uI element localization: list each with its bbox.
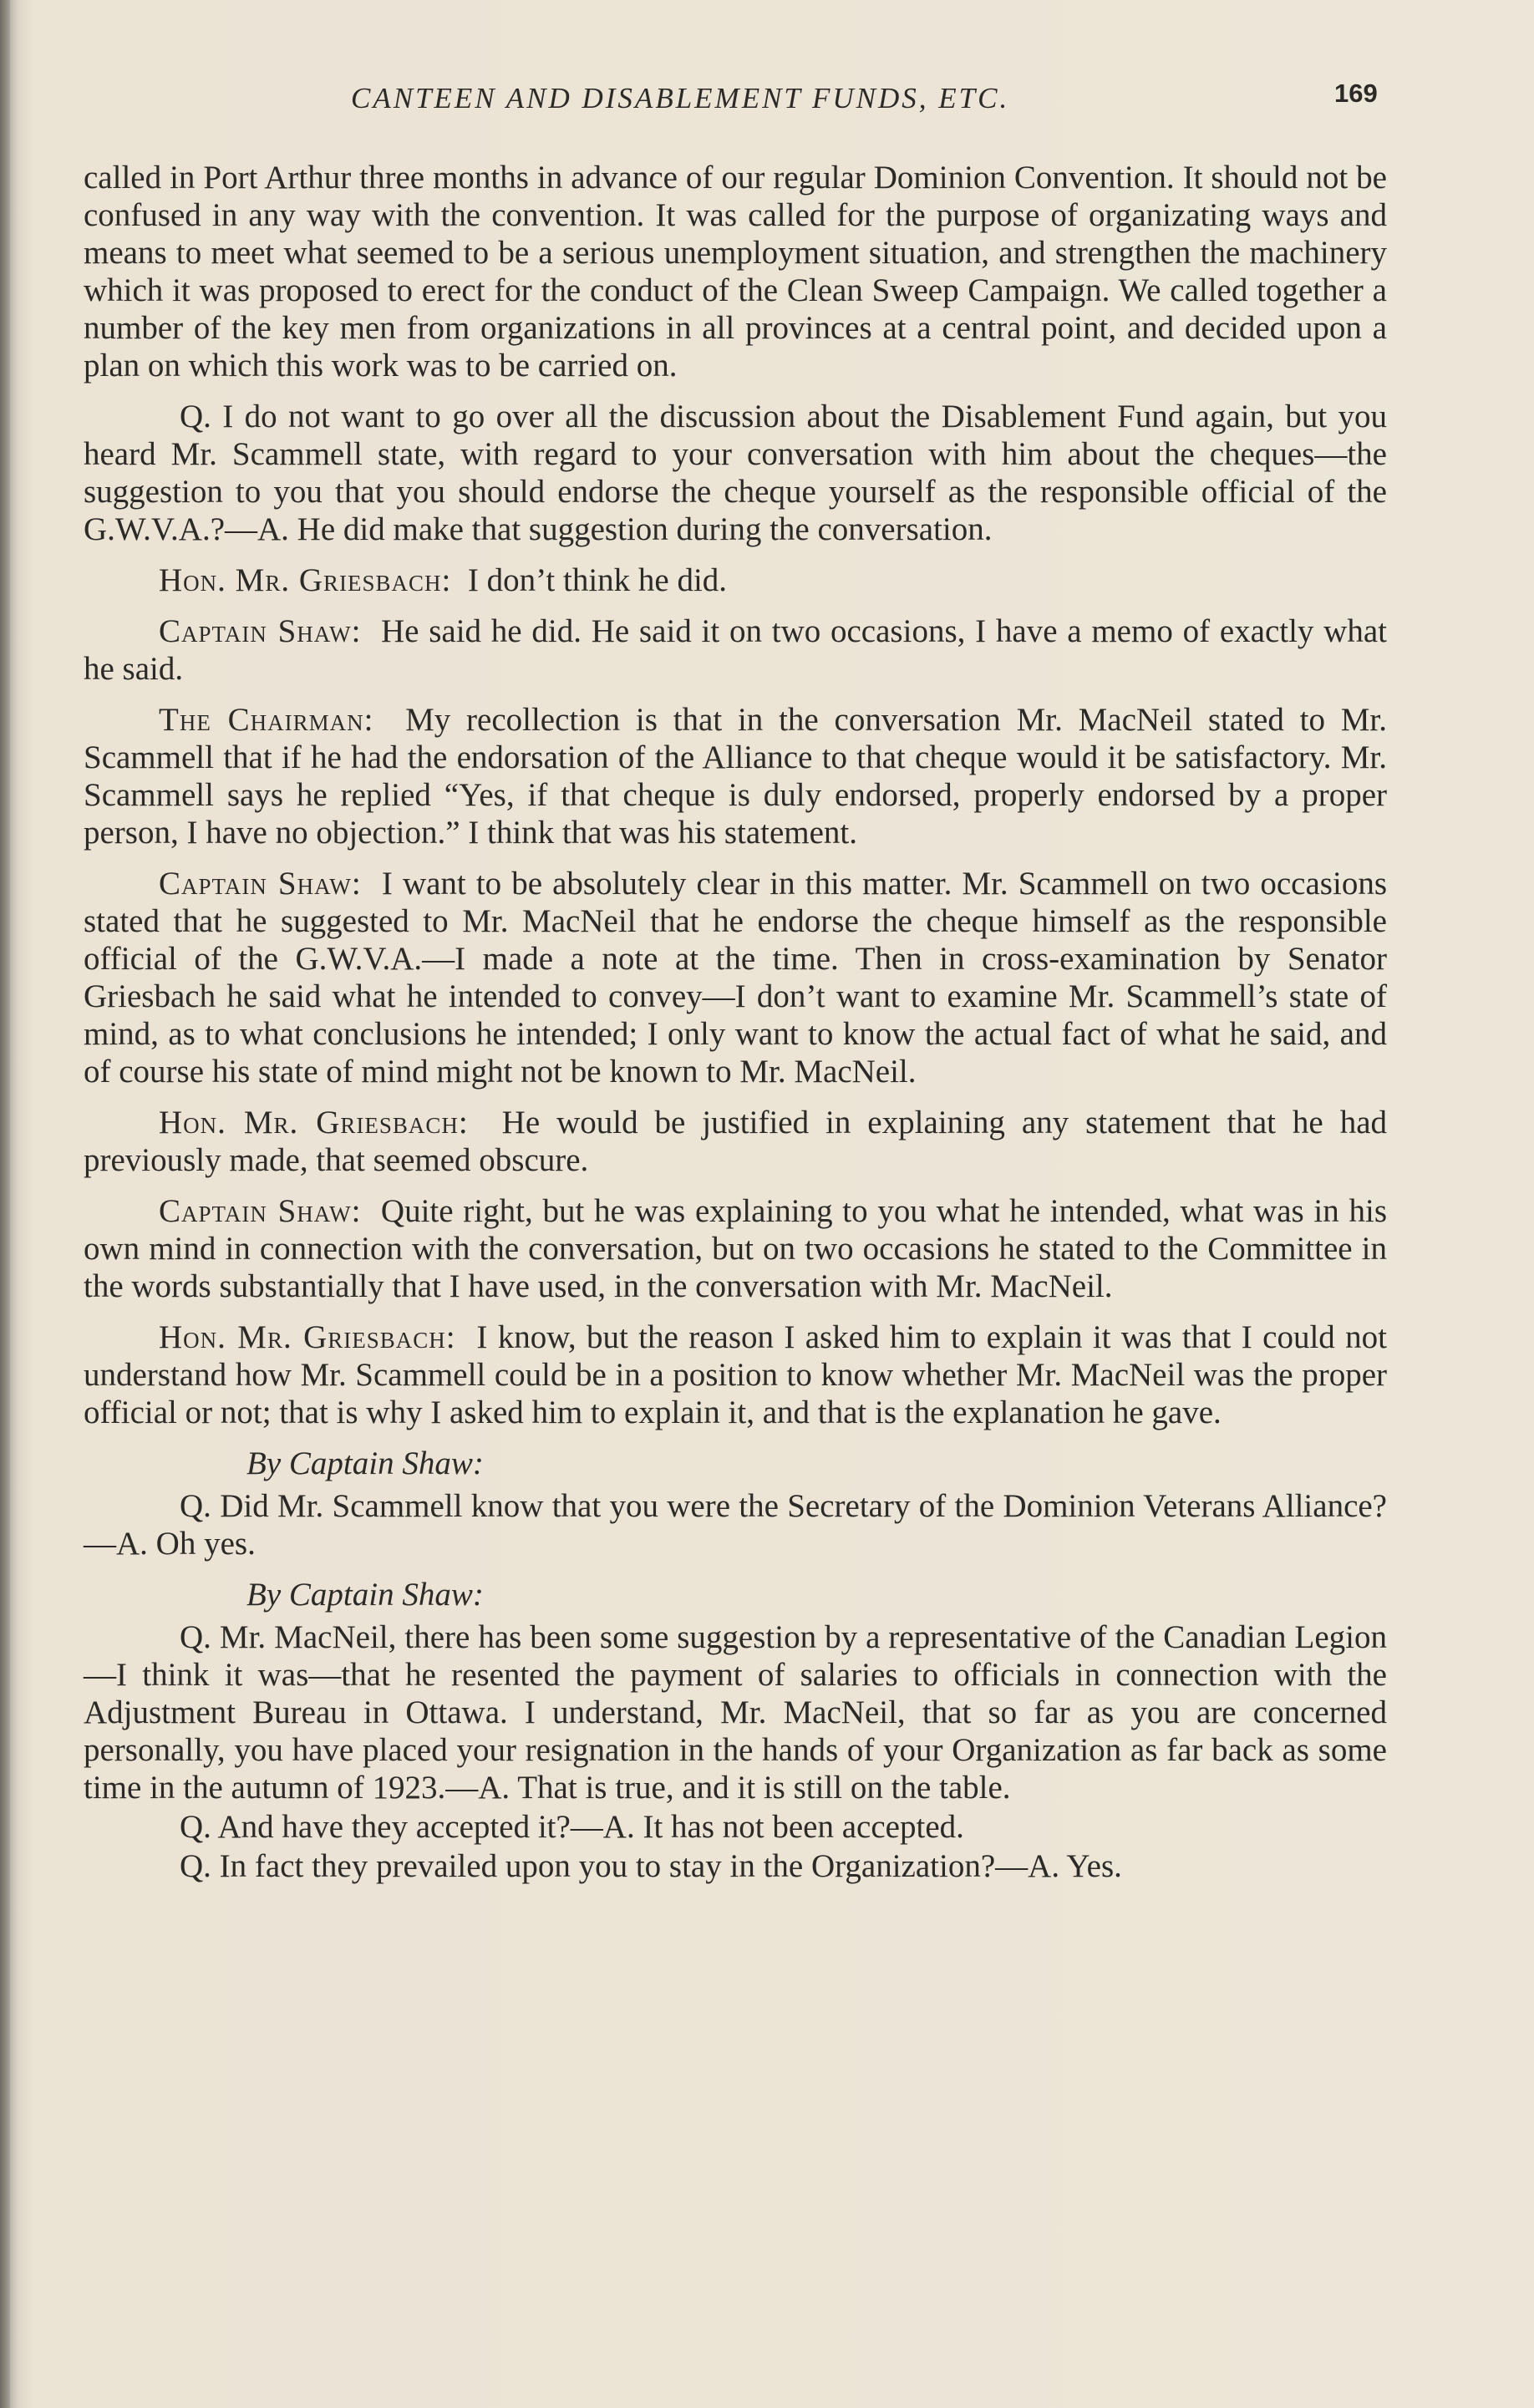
paragraph <box>84 159 1387 384</box>
paragraph-text: He said he did. He said it on two occasions, I have a memo of exactly what he said. <box>84 613 1387 687</box>
speaker-name: Captain Shaw: <box>159 866 362 902</box>
paragraph-text: called in Port Arthur three months in advance of our regular Dominion Convention. It should not be confused in any way with the convention. It was called for the purpose of organizating ways and means to meet what seemed to be a serious unemployment situation, and strengthen the machinery which it was proposed to erect for the conduct of the Clean Sweep Campaign. We called together a number of the key men from organizations in all provinces at a central point, and decided upon a plan on which this work was to be carried on. <box>84 160 1387 384</box>
paragraph <box>84 398 1387 548</box>
speaker-name: Captain Shaw: <box>159 1193 362 1229</box>
examiner-heading: By Captain Shaw: <box>246 1577 484 1613</box>
paragraph <box>84 701 1387 851</box>
paragraph <box>84 865 1387 1090</box>
examiner-heading: By Captain Shaw: <box>246 1445 484 1481</box>
paragraph <box>84 1192 1387 1305</box>
page-header <box>84 79 1387 124</box>
question-answer: Q. And have they accepted it?—A. It has not been accepted. <box>180 1809 964 1845</box>
speaker-name: Captain Shaw: <box>159 613 362 649</box>
paragraph-text: Quite right, but he was explaining to you what he intended, what was in his own mind in connection with the conversation, but on two occasions he stated to the Committee in the words substantially that I have used, in the conversation with Mr. MacNeil. <box>84 1193 1388 1304</box>
paragraph <box>84 1104 1387 1179</box>
paragraph <box>84 561 1387 599</box>
question-answer: Q. In fact they prevailed upon you to stay in the Organization?—A. Yes. <box>180 1848 1122 1884</box>
question-answer: Q. Did Mr. Scammell know that you were the Secretary of the Dominion Veterans Alliance?—A. Oh yes. <box>84 1488 1387 1562</box>
paragraph-text: Q. I do not want to go over all the discussion about the Disablement Fund again, but you heard Mr. Scammell state, with regard to your conversation with him about the cheques—the suggestion to you that you should endorse the cheque yourself as the responsible official of the G.W.V.A.?—A. He did make that suggestion during the conversation. <box>84 399 1387 547</box>
binding-edge <box>0 0 10 2408</box>
paragraph-text: My recollection is that in the conversation Mr. MacNeil stated to Mr. Scammell that if he had the endorsation of the Alliance to that cheque would it be satisfactory. Mr. Scammell says he replied “Yes, if that cheque is duly endorsed, properly endorsed by a proper person, I have no objection.” I think that was his statement. <box>84 702 1388 851</box>
speaker-name: Hon. Mr. Griesbach: <box>159 562 452 598</box>
page-number: 169 <box>1334 79 1378 108</box>
page-body <box>84 159 1387 1887</box>
running-title: CANTEEN AND DISABLEMENT FUNDS, ETC. <box>351 82 1010 114</box>
paragraph-text: He would be justified in explaining any statement that he had previously made, that seemed obscure. <box>84 1105 1387 1178</box>
paragraph-text: I want to be absolutely clear in this matter. Mr. Scammell on two occasions stated that he suggested to Mr. MacNeil that he endorse the cheque himself as the responsible official of the G.W.V.A.—I made a note at the time. Then in cross-examination by Senator Griesbach he said what he intended to convey—I don’t want to examine Mr. Scammell’s state of mind, as to what conclusions he intended; I only want to know the actual fact of what he said, and of course his state of mind might not be known to Mr. MacNeil. <box>84 866 1387 1090</box>
paragraph <box>84 1318 1387 1431</box>
speaker-name: Hon. Mr. Griesbach: <box>159 1105 469 1140</box>
speaker-name: Hon. Mr. Griesbach: <box>159 1319 456 1355</box>
paragraph <box>84 612 1387 688</box>
paragraph-text: I know, but the reason I asked him to explain it was that I could not understand how Mr. Scammell could be in a position to know whether Mr. MacNeil was the proper official or not; that is why I asked him to explain it, and that is the explanation he gave. <box>84 1319 1387 1430</box>
speaker-name: The Chairman: <box>159 702 374 738</box>
paragraph-text: I don’t think he did. <box>467 562 728 598</box>
question-answer: Q. Mr. MacNeil, there has been some suggestion by a representative of the Canadian Legion—I think it was—that he resented the payment of salaries to officials in connection with the Adjustment Bureau in Ottawa. I understand, Mr. MacNeil, that so far as you are concerned personally, you have placed your resignation in the hands of your Organization as far back as some time in the autumn of 1923.—A. That is true, and it is still on the table. <box>84 1619 1387 1806</box>
